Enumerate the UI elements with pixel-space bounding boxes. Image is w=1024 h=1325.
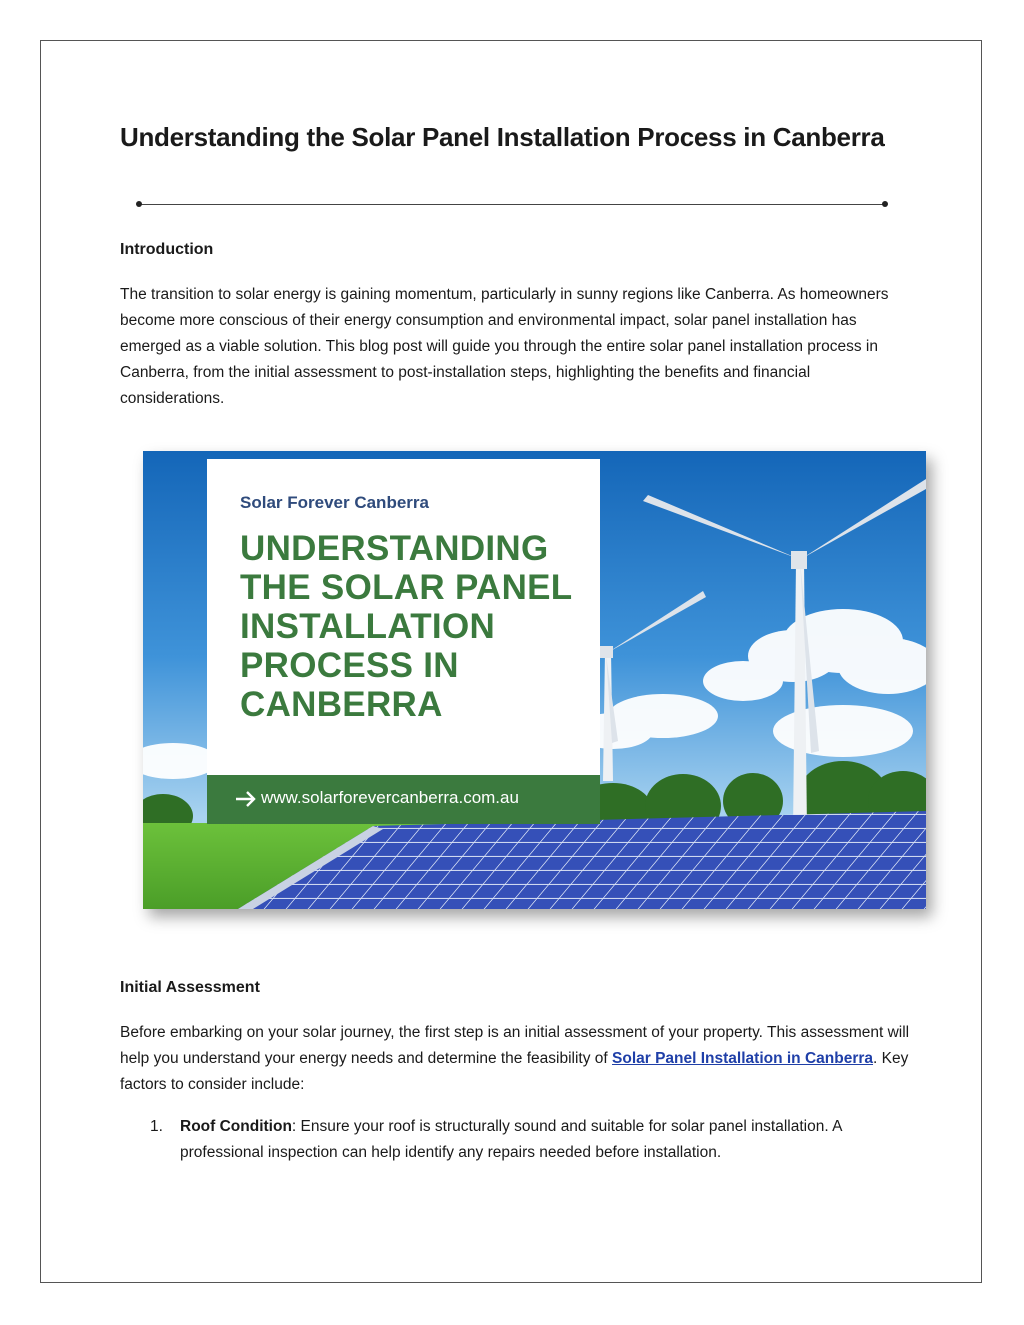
banner-headline: UNDERSTANDING THE SOLAR PANEL INSTALLATION PROCESS IN CANBERRA (240, 529, 572, 724)
list-number: 1. (150, 1118, 163, 1135)
banner-card (207, 459, 600, 824)
banner-image (143, 451, 926, 909)
list-term: Roof Condition (180, 1118, 292, 1135)
intro-heading: Introduction (120, 241, 214, 258)
intro-paragraph: The transition to solar energy is gaining momentum, particularly in sunny regions like Canberra. As homeowners become more conscious of their energy consumption and environmental impact, solar panel installation has emerged as a viable solution. This blog post will guide you through the entire solar panel installation process in Canberra, from the initial assessment to post-installation steps, highlighting the benefits and financial considerations. (120, 286, 889, 407)
banner-url-bar (207, 775, 600, 824)
solar-installation-link[interactable]: Solar Panel Installation in Canberra (612, 1050, 874, 1067)
assessment-paragraph: Before embarking on your solar journey, the first step is an initial assessment of your property. This assessment will help you understand your energy needs and determine the feasibility of Solar Panel Installation in Canberra. Key factors to consider include: (120, 1024, 910, 1093)
arrow-right-icon (235, 789, 257, 809)
article-title: Understanding the Solar Panel Installation Process in Canberra (120, 122, 885, 152)
list-text: Roof Condition: Ensure your roof is structurally sound and suitable for solar panel installation. A professional inspection can help identify any repairs needed before installation. (180, 1118, 842, 1161)
banner-url: www.solarforevercanberra.com.au (261, 788, 519, 807)
title-divider (136, 200, 888, 208)
banner-brand: Solar Forever Canberra (240, 493, 429, 512)
assessment-heading: Initial Assessment (120, 979, 260, 996)
